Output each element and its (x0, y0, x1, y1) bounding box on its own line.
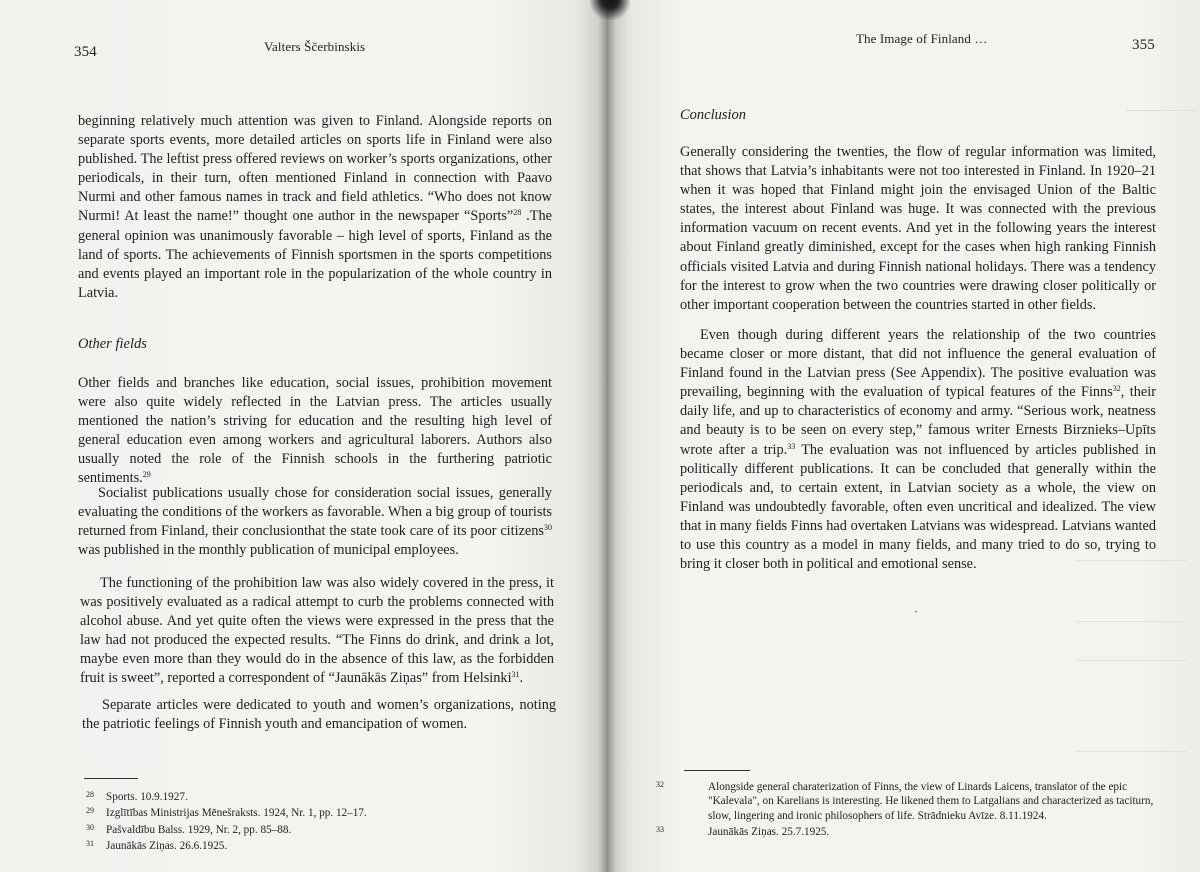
paragraph-text: Generally considering the twenties, the flow of regular information was limited, that shows that Latvia’s inhabitants were not too interested in Finland. In 1920–21 when it was hoped that Finland might join the envisaged Union of the Baltic states, the interest about Finland was huge. It was connected with the previous information vacuum on recent events. And yet in the following years the interest about Finland greatly diminished, except for the cases when high ranking Finnish officials visited Latvia and during Finnish national holidays. There was a tendency for the interest to grow when the two countries were drawing closer politically or other important cooperation between the countries started in other fields. (680, 144, 1156, 313)
paragraph-text: beginning relatively much attention was given to Finland. Alongside reports on separate sports events, more detailed articles on sports life in Finland were also published. The leftist press offered reviews on worker’s sports organizations, other periodicals, in their turn, often mentioned Finland in connection with Paavo Nurmi and other famous names in track and field athletics. “Who does not know Nurmi! At least the name!” thought one author in the newspaper “Sports” (78, 113, 552, 225)
footnote-mark: 28 (86, 790, 94, 799)
section-title: Other fields (78, 336, 147, 352)
body-paragraph (78, 112, 552, 303)
page-number: 354 (74, 44, 97, 60)
show-through-text (1126, 110, 1196, 151)
footnote-ref: 33 (787, 441, 796, 451)
right-page (606, 0, 1200, 872)
footnote-mark: 33 (656, 824, 664, 834)
section-title: Conclusion (680, 107, 747, 123)
paragraph-text: Separate articles were dedicated to youth and women’s organizations, noting the patriotic feelings of Finnish youth and emancipation of women. (82, 697, 556, 733)
running-head: The Image of Finland … (856, 31, 988, 46)
footnote-text: Pašvaldību Balss. 1929, Nr. 2, pp. 85–88. (106, 823, 292, 836)
footnotes (656, 778, 1158, 839)
footnote-text: Izglītības Ministrijas Mēnešraksts. 1924, Nr. 1, pp. 12–17. (106, 807, 367, 820)
paragraph-text: Socialist publications usually chose for consideration social issues, generally evaluating the conditions of the workers as favorable. When a big group of tourists returned from Finland, their conclusionthat the state took care of its poor citizens (78, 485, 552, 540)
footnote-text: Sports. 10.9.1927. (106, 791, 188, 803)
paragraph-text: .The general opinion was unanimously favorable – high level of sports, Finland as the land of sports. The achievements of Finnish sportsmen in the sports competitions and events played an important role in the popularization of the whole country in Latvia. (78, 208, 552, 301)
footnote (656, 823, 1158, 839)
running-head: Valters Ščerbinskis (264, 39, 366, 54)
footnote-text: Jaunākās Ziņas. 25.7.1925. (708, 825, 830, 838)
body-paragraph (80, 574, 554, 689)
paragraph-text: The evaluation was not influenced by articles published in politically different publications. It can be concluded that generally within the periodicals and, to certain extent, in Latvian society as a whole, the view on Finland was undoubtedly favorable, often even uncritical and idealized. The view that in many fields Finns had overtaken Latvians was widespread. Latvians wanted to use this country as a model in many fields, and many tried to do so, trying to bring it closer both in political and emotional sense. (680, 441, 1156, 573)
footnote-rule (684, 770, 750, 771)
binding-shadow (590, 0, 630, 20)
footnote (86, 821, 506, 837)
paragraph-text: , their daily life, and up to characteristics of economy and army. “Serious work, neatness and beauty is to be seen on every step,” famous writer Ernests Birznieks–Upīts wrote after a trip. (680, 384, 1156, 458)
body-paragraph (78, 374, 552, 489)
footnote (656, 778, 1158, 823)
footnote (86, 788, 506, 804)
body-paragraph (680, 143, 1156, 315)
body-paragraph (82, 696, 556, 734)
show-through-text (1076, 660, 1186, 752)
footnote-ref: 30 (544, 523, 552, 533)
footnote-ref: 28 (513, 208, 522, 218)
paragraph-text: Other fields and branches like education, social issues, prohibition movement were also quite widely reflected in the Latvian press. The articles usually mentioned the nation’s striving for education and the resulting high level of general education even among workers and agricultural laborers. Authors also usually noted the role of the Finnish schools in the furthering patriotic sentiments. (78, 375, 552, 487)
footnote-mark: 30 (86, 822, 94, 832)
footnote-ref: 31 (511, 670, 520, 680)
show-through-text (1076, 560, 1186, 622)
footnote-mark: 32 (656, 780, 664, 789)
body-paragraph (680, 326, 1156, 574)
footnote (86, 837, 506, 853)
body-paragraph (78, 484, 552, 560)
footnotes (86, 788, 506, 853)
paragraph-text: The functioning of the prohibition law was also widely covered in the press, it was positively evaluated as a radical attempt to curb the problems connected with alcohol abuse. And yet quite often the views were expressed in the press that the law had not produced the expected results. “The Finns do drink, and drink a lot, maybe even more than they would do in the absence of this law, as the forbidden fruit is sweet”, reported a correspondent of “Jaunākās Ziņas” from Helsinki (80, 575, 554, 687)
footnote-rule (84, 778, 138, 779)
paragraph-text: . (519, 670, 524, 687)
footnote-mark: 29 (86, 806, 94, 816)
page-number: 355 (1132, 37, 1155, 53)
footnote-text: Alongside general charaterization of Finns, the view of Linards Laicens, translator of the epic "Kalevala", on Karelians is interesting. He likened them to Latgalians and characterized as taciturn, slow, lingering and ironic philosophers of life. Strādnieku Avīze. 8.11.1924. (708, 781, 1154, 822)
footnote-ref: 32 (1112, 384, 1121, 394)
paragraph-text: was published in the monthly publication of municipal employees. (78, 542, 459, 559)
footnote-text: Jaunākās Ziņas. 26.6.1925. (106, 839, 228, 852)
book-gutter (598, 0, 616, 872)
footnote-mark: 31 (86, 838, 94, 848)
footnote-ref: 29 (142, 470, 151, 480)
footnote (86, 804, 506, 820)
paragraph-text: Even though during different years the relationship of the two countries became closer or more distant, that did not influence the general evaluation of Finland found in the Latvian press (See Appendix). The positive evaluation was prevailing, beginning with the evaluation of typical features of the Finns (680, 327, 1156, 401)
print-speck: ˺ (914, 610, 918, 621)
